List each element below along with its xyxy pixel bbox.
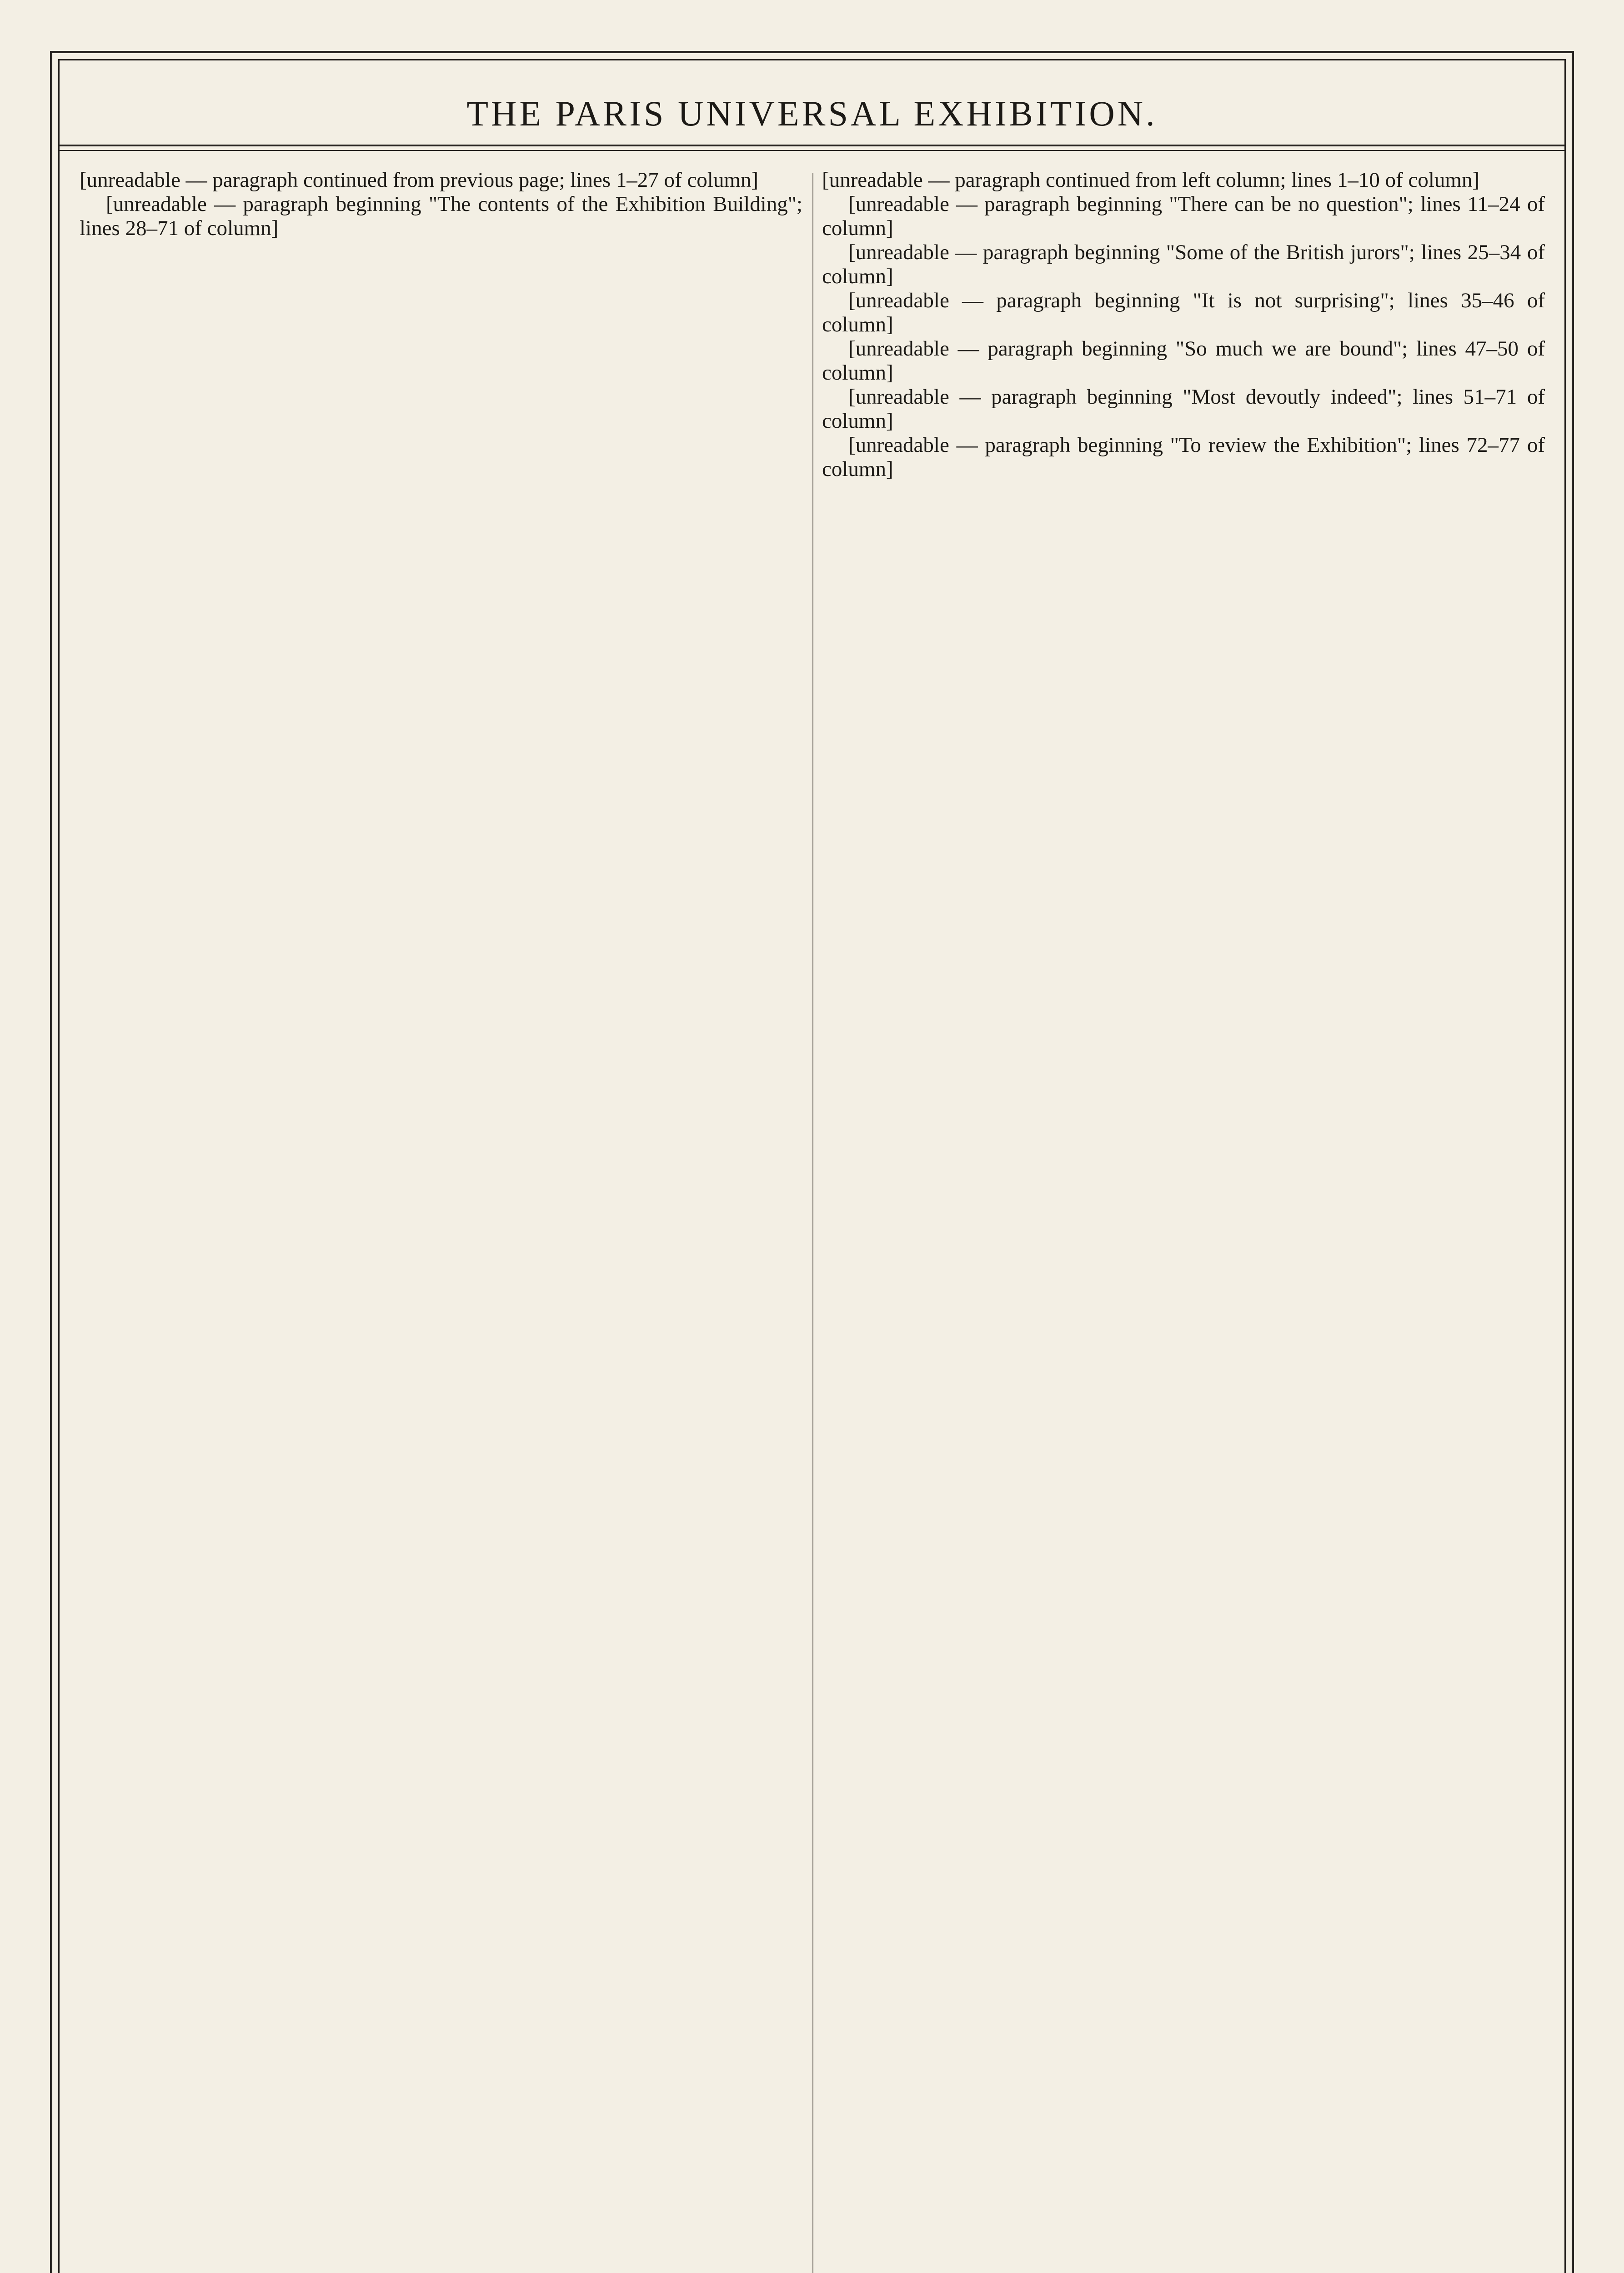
body-paragraph: [unreadable — paragraph continued from previous page; lines 1–27 of column] bbox=[80, 168, 759, 192]
body-paragraph: [unreadable — paragraph beginning "Some of the British jurors"; lines 25–34 of column] bbox=[822, 240, 1545, 288]
body-paragraph: [unreadable — paragraph beginning "It is not surprising"; lines 35–46 of column] bbox=[822, 289, 1545, 336]
body-paragraph: [unreadable — paragraph beginning "So much we are bound"; lines 47–50 of column] bbox=[822, 337, 1545, 385]
header-rule-thin bbox=[58, 150, 1566, 151]
body-paragraph: [unreadable — paragraph beginning "Most devoutly indeed"; lines 51–71 of column] bbox=[822, 385, 1545, 433]
right-column bbox=[822, 168, 1545, 2273]
column-divider bbox=[812, 173, 813, 2273]
page-title: THE PARIS UNIVERSAL EXHIBITION. bbox=[466, 94, 1158, 133]
body-paragraph: [unreadable — paragraph beginning "There can be no question"; lines 11–24 of column] bbox=[822, 192, 1545, 240]
body-paragraph: [unreadable — paragraph beginning "The contents of the Exhibition Building"; lines 28–71 of column] bbox=[80, 192, 802, 240]
header-rule bbox=[58, 145, 1566, 146]
body-paragraph: [unreadable — paragraph continued from left column; lines 1–10 of column] bbox=[822, 168, 1480, 192]
left-column bbox=[80, 168, 802, 2273]
body-paragraph: [unreadable — paragraph beginning "To review the Exhibition"; lines 72–77 of column] bbox=[822, 433, 1545, 481]
